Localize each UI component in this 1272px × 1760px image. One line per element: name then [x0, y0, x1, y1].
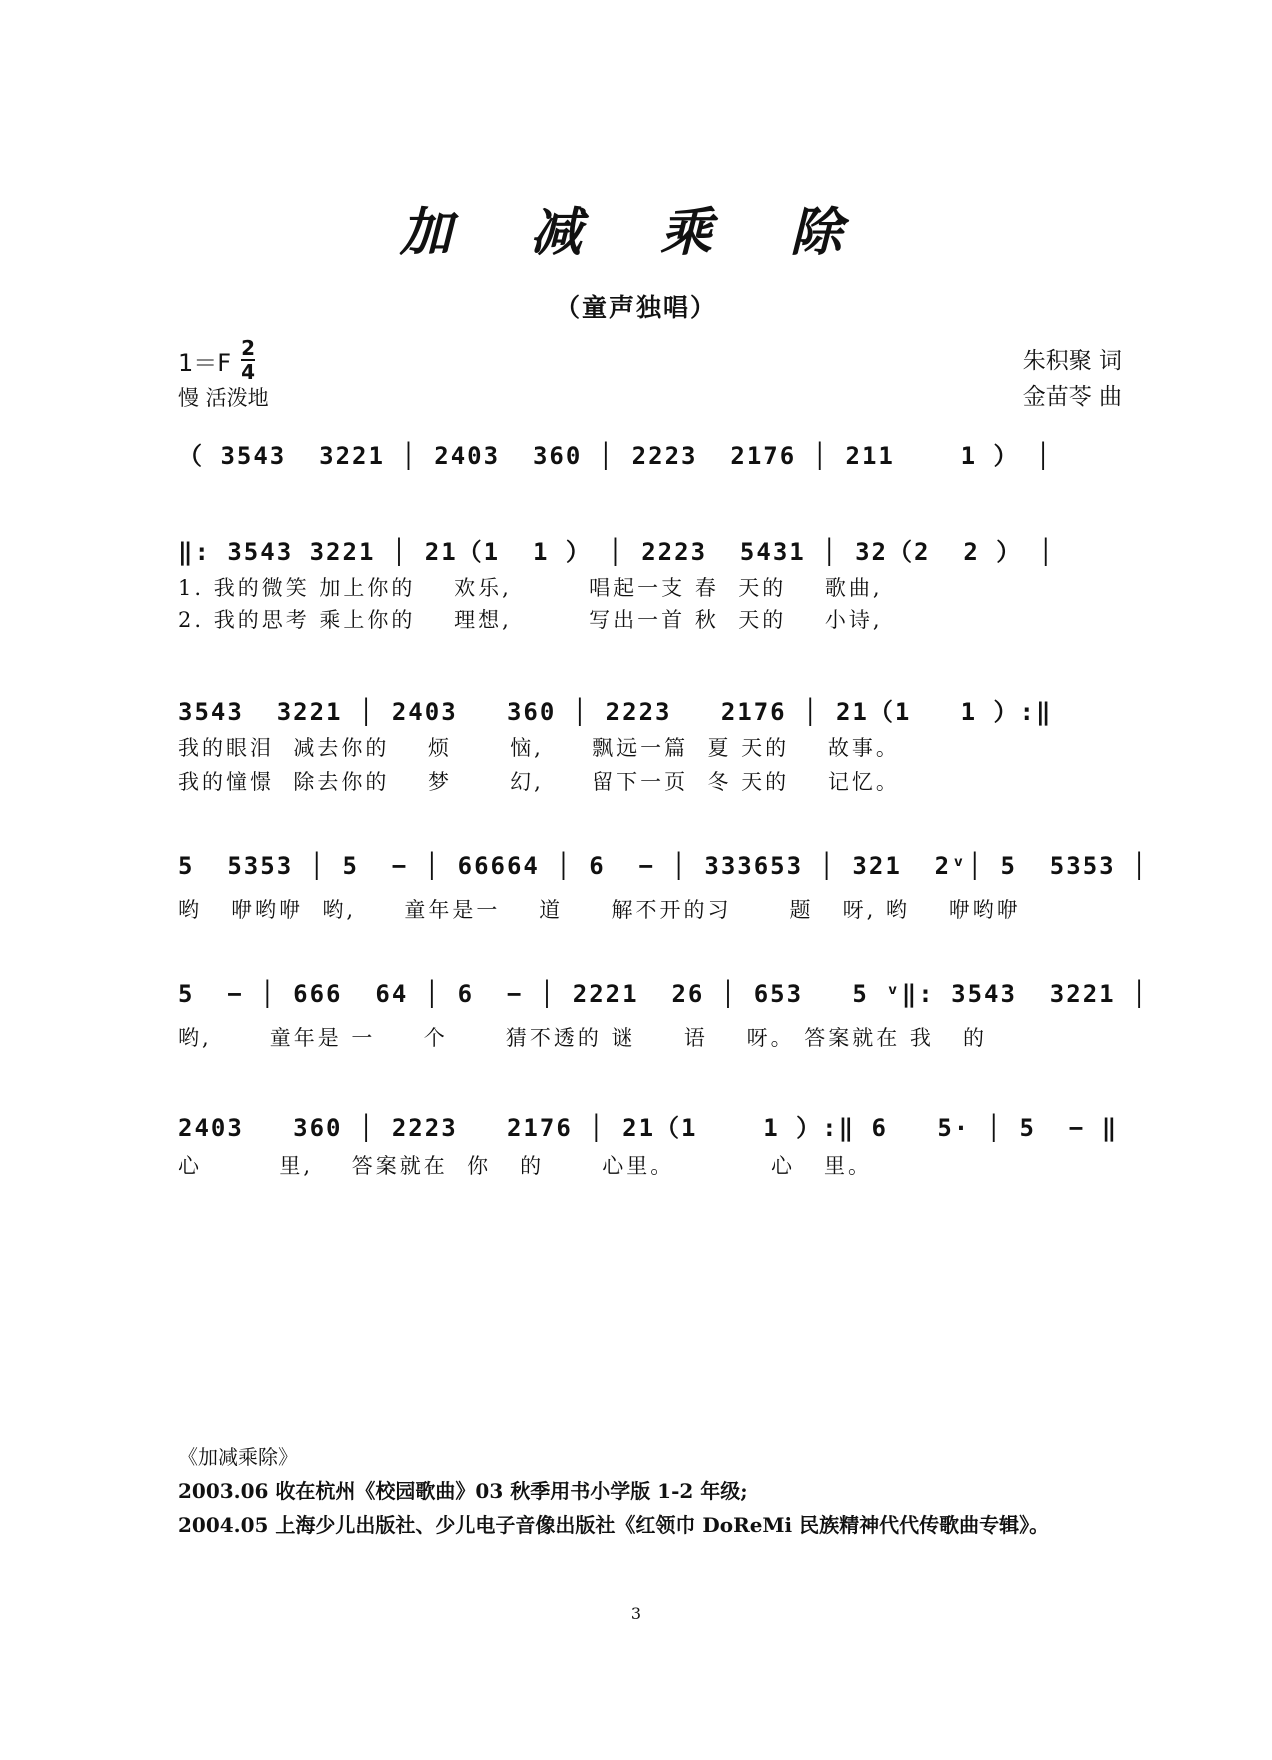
lyrics-system-3-verse-1: 我的眼泪 减去你的 烦 恼, 飘远一篇 夏 天的 故事。 — [178, 736, 900, 760]
tempo-marking: 慢 活泼地 — [178, 386, 269, 410]
subtitle: （童声独唱） — [554, 293, 717, 322]
composer-credit: 金苗苓 曲 — [1022, 384, 1122, 410]
lyrics-system-6: 心 里, 答案就在 你 的 心里。 心 里。 — [178, 1154, 872, 1178]
page-number: 3 — [630, 1604, 642, 1623]
time-signature-top: 2 — [241, 336, 256, 360]
key-signature — [178, 338, 255, 382]
time-signature-bottom: 4 — [241, 360, 256, 384]
source-line-2: 2004.05 上海少儿出版社、少儿电子音像出版社《红领巾 DoReMi 民族精神代代传歌曲专辑》。 — [178, 1513, 1050, 1537]
page-title: 加 减 乘 除 — [399, 202, 873, 263]
source-notes — [178, 1440, 1049, 1542]
lyrics-system-3-verse-2: 我的憧憬 除去你的 梦 幻, 留下一页 冬 天的 记忆。 — [178, 770, 900, 794]
lyrics-system-5: 哟, 童年是 一 个 猜不透的 谜 语 呀。 答案就在 我 的 — [178, 1026, 987, 1050]
time-signature — [241, 338, 255, 382]
key-label: 1＝F — [178, 348, 232, 377]
source-title: 《加减乘除》 — [178, 1445, 298, 1469]
notation-system-2: ‖: 3543 3221 │ 21（1 1 ） │ 2223 5431 │ 32（2 2 ） │ — [178, 538, 1056, 566]
lyrics-system-2-verse-1: 1. 我的微笑 加上你的 欢乐, 唱起一支 春 天的 歌曲, — [178, 576, 883, 600]
source-line-1: 2003.06 收在杭州《校园歌曲》03 秋季用书小学版 1-2 年级; — [178, 1479, 748, 1503]
lyrics-system-4: 哟 咿哟咿 哟, 童年是一 道 解不开的习 题 呀, 哟 咿哟咿 — [178, 898, 1021, 922]
notation-system-1: （ 3543 3221 │ 2403 360 │ 2223 2176 │ 211 1 ） │ — [178, 442, 1053, 470]
notation-system-3: 3543 3221 │ 2403 360 │ 2223 2176 │ 21（1 1 ）:‖ — [178, 698, 1053, 726]
lyricist-credit: 朱积聚 词 — [1022, 348, 1122, 374]
notation-system-5: 5 − │ 666 64 │ 6 − │ 2221 26 │ 653 5 ᵛ‖: 3543 3221 │ — [178, 980, 1149, 1008]
notation-system-4: 5 5353 │ 5 − │ 66664 │ 6 − │ 333653 │ 321 2ᵛ│ 5 5353 │ — [178, 852, 1149, 880]
lyrics-system-2-verse-2: 2. 我的思考 乘上你的 理想, 写出一首 秋 天的 小诗, — [178, 608, 883, 632]
notation-system-6: 2403 360 │ 2223 2176 │ 21（1 1 ）:‖ 6 5· │ 5 − ‖ — [178, 1114, 1119, 1142]
